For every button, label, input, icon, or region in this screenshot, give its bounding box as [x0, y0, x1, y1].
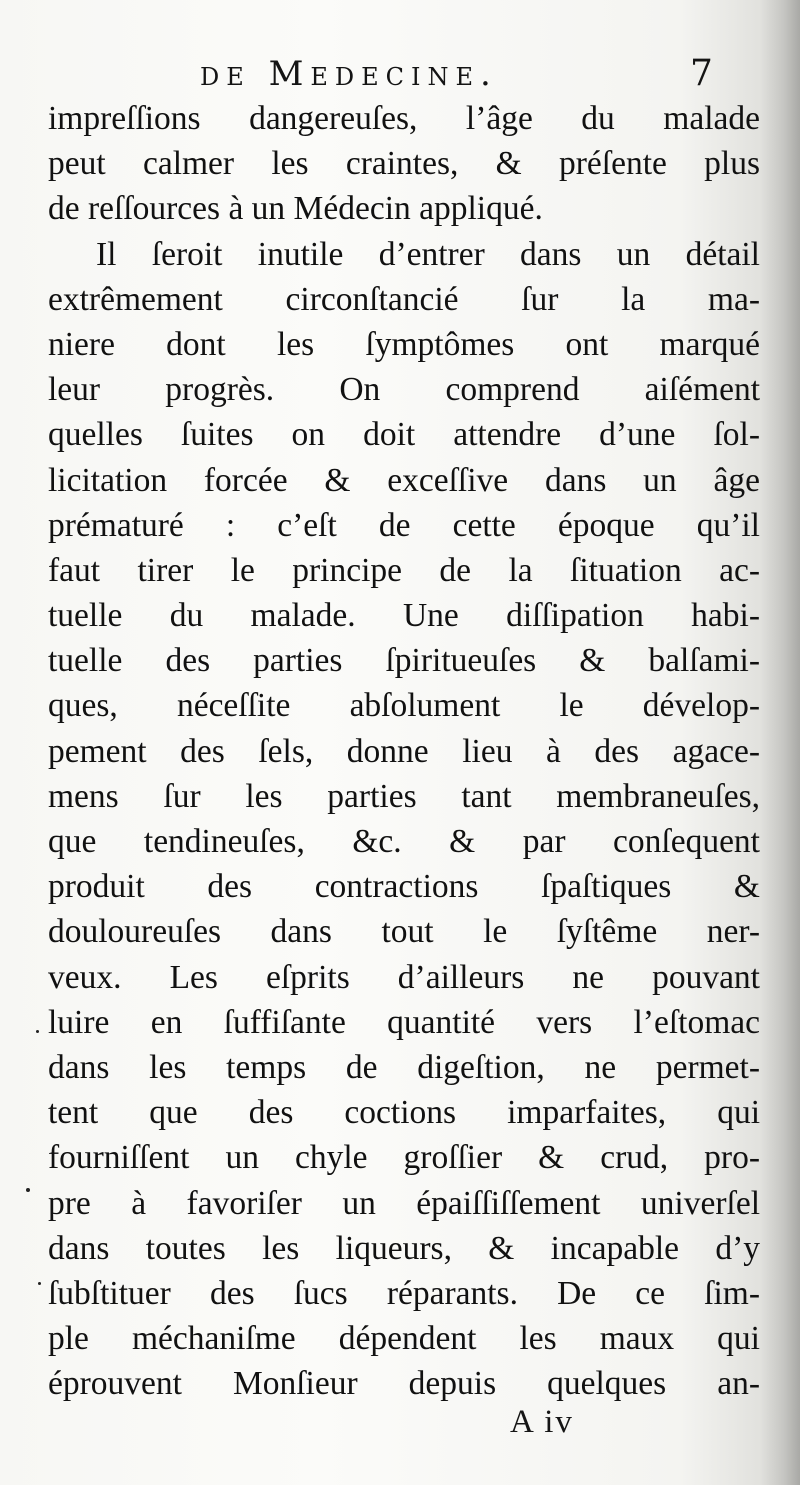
- text-line: extrêmement circonſtancié ſur la ma-: [48, 280, 760, 318]
- text-line: tuelle des parties ſpiritueuſes & balſami-: [48, 642, 760, 680]
- running-title: de Medecine.: [200, 54, 498, 94]
- text-line: niere dont les ſymptômes ont marqué: [48, 325, 760, 363]
- ink-speck: [38, 1282, 41, 1285]
- text-line: ques, néceſſite abſolument le dévelop-: [48, 687, 760, 725]
- ink-speck: [36, 1030, 39, 1033]
- text-line: luire en ſuffiſante quantité vers l’eſtomac: [48, 1003, 760, 1041]
- text-line: que tendineuſes, &c. & par conſequent: [48, 823, 760, 860]
- text-line: de reſſources à un Médecin appliqué.: [48, 190, 543, 228]
- text-line: douloureuſes dans tout le ſyſtême ner-: [48, 913, 760, 951]
- text-line: ſubſtituer des ſucs réparants. De ce ſim-: [48, 1274, 760, 1312]
- text-line: fourniſſent un chyle groſſier & crud, pro-: [48, 1139, 760, 1177]
- text-line: impreſſions dangereuſes, l’âge du malade: [48, 100, 760, 137]
- text-line: quelles ſuites on doit attendre d’une ſol-: [48, 416, 760, 454]
- signature-mark: A iv: [510, 1404, 574, 1440]
- text-line: peut calmer les craintes, & préſente plus: [48, 145, 760, 183]
- page-edge-shadow: [760, 0, 800, 1485]
- text-line: pement des ſels, donne lieu à des agace-: [48, 732, 760, 770]
- page-number: 7: [690, 53, 713, 94]
- text-line: éprouvent Monſieur depuis quelques an-: [48, 1365, 760, 1403]
- text-line: prématuré : c’eſt de cette époque qu’il: [48, 506, 760, 544]
- page-header: [0, 50, 800, 100]
- body-text: [48, 96, 760, 1406]
- text-line: faut tirer le principe de la ſituation ac-: [48, 551, 760, 589]
- text-line: produit des contractions ſpaſtiques &: [48, 868, 760, 906]
- text-line: licitation forcée & exceſſive dans un âge: [48, 461, 760, 499]
- text-line: dans les temps de digeſtion, ne permet-: [48, 1048, 760, 1086]
- text-line: Il ſeroit inutile d’entrer dans un détail: [96, 235, 760, 273]
- text-line: ple méchaniſme dépendent les maux qui: [48, 1320, 760, 1358]
- text-line: dans toutes les liqueurs, & incapable d’y: [48, 1229, 760, 1267]
- text-line: mens ſur les parties tant membraneuſes,: [48, 777, 760, 815]
- text-line: pre à favoriſer un épaiſſiſſement univerſel: [48, 1184, 760, 1222]
- text-line: veux. Les eſprits d’ailleurs ne pouvant: [48, 958, 760, 996]
- text-line: tuelle du malade. Une diſſipation habi-: [48, 597, 760, 635]
- ink-speck: [26, 1188, 30, 1192]
- text-line: tent que des coctions imparfaites, qui: [48, 1094, 760, 1132]
- text-line: leur progrès. On comprend aiſément: [48, 371, 760, 409]
